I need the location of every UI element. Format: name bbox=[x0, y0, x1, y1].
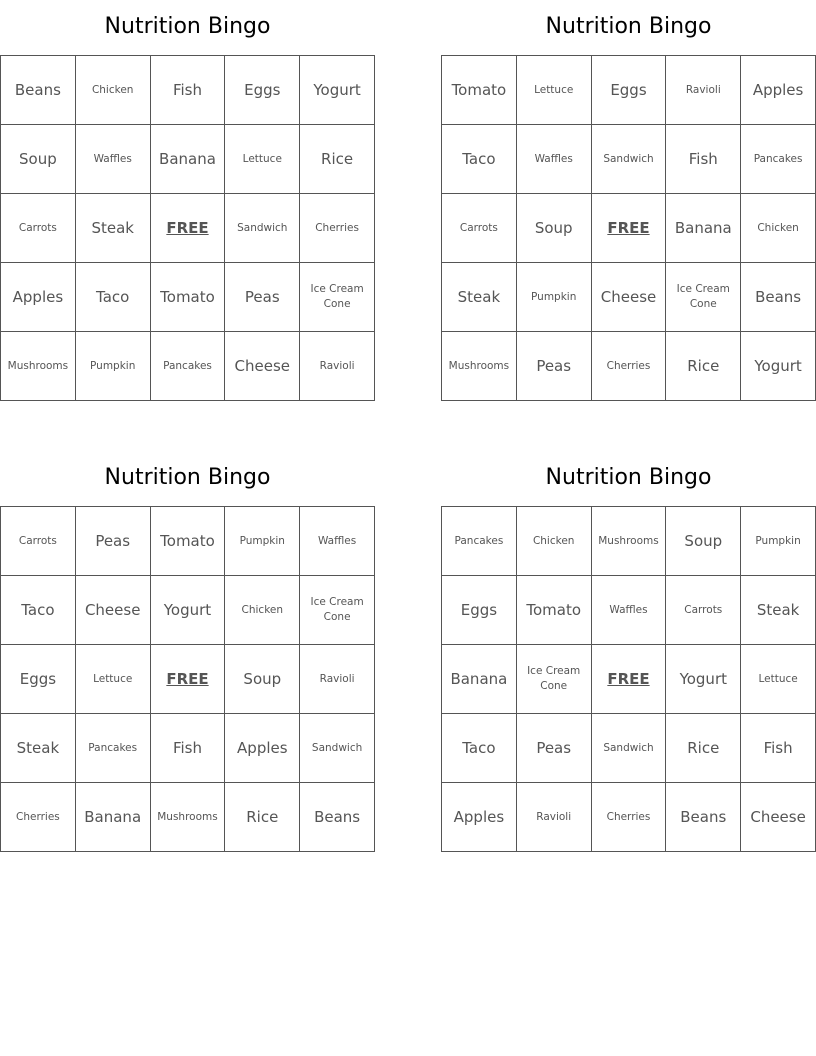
bingo-cell: Pumpkin bbox=[516, 263, 591, 332]
bingo-cell: Banana bbox=[150, 125, 225, 194]
bingo-grid bbox=[441, 55, 816, 401]
bingo-cell: Pumpkin bbox=[741, 507, 816, 576]
card-title: Nutrition Bingo bbox=[104, 14, 271, 39]
bingo-row bbox=[1, 125, 375, 194]
bingo-row bbox=[1, 576, 375, 645]
bingo-row bbox=[442, 576, 816, 645]
bingo-cell: Cheese bbox=[741, 783, 816, 852]
bingo-cell: Mushrooms bbox=[591, 507, 666, 576]
bingo-cell: Taco bbox=[1, 576, 76, 645]
bingo-cell: Tomato bbox=[516, 576, 591, 645]
bingo-cell: Cherries bbox=[591, 783, 666, 852]
bingo-cell: Ravioli bbox=[666, 56, 741, 125]
bingo-row bbox=[1, 332, 375, 401]
free-space-cell: FREE bbox=[591, 194, 666, 263]
bingo-cell: Ice Cream Cone bbox=[666, 263, 741, 332]
bingo-cell: Fish bbox=[150, 714, 225, 783]
bingo-cell: Cheese bbox=[591, 263, 666, 332]
free-space-cell: FREE bbox=[150, 194, 225, 263]
bingo-cell: Ice Cream Cone bbox=[300, 576, 375, 645]
bingo-row bbox=[442, 194, 816, 263]
bingo-cell: Ravioli bbox=[516, 783, 591, 852]
bingo-cell: Cheese bbox=[75, 576, 150, 645]
bingo-cell: Rice bbox=[666, 714, 741, 783]
bingo-cell: Fish bbox=[741, 714, 816, 783]
bingo-row bbox=[1, 507, 375, 576]
bingo-cell: Waffles bbox=[300, 507, 375, 576]
bingo-cell: Peas bbox=[225, 263, 300, 332]
bingo-cell: Beans bbox=[741, 263, 816, 332]
bingo-cell: Banana bbox=[666, 194, 741, 263]
bingo-cell: Fish bbox=[666, 125, 741, 194]
bingo-cell: Taco bbox=[75, 263, 150, 332]
bingo-cell: Pumpkin bbox=[75, 332, 150, 401]
bingo-row bbox=[1, 645, 375, 714]
bingo-cell: Rice bbox=[225, 783, 300, 852]
bingo-cell: Chicken bbox=[741, 194, 816, 263]
bingo-cell: Soup bbox=[225, 645, 300, 714]
bingo-cell: Yogurt bbox=[300, 56, 375, 125]
bingo-cell: Sandwich bbox=[591, 714, 666, 783]
bingo-cell: Banana bbox=[75, 783, 150, 852]
free-space-cell: FREE bbox=[150, 645, 225, 714]
bingo-row bbox=[1, 56, 375, 125]
bingo-cell: Chicken bbox=[75, 56, 150, 125]
bingo-row bbox=[1, 194, 375, 263]
bingo-cell: Apples bbox=[1, 263, 76, 332]
bingo-cell: Ice Cream Cone bbox=[300, 263, 375, 332]
bingo-row bbox=[1, 263, 375, 332]
bingo-cell: Cherries bbox=[591, 332, 666, 401]
bingo-cell: Tomato bbox=[442, 56, 517, 125]
bingo-cell: Mushrooms bbox=[1, 332, 76, 401]
bingo-cell: Sandwich bbox=[300, 714, 375, 783]
bingo-cell: Mushrooms bbox=[150, 783, 225, 852]
bingo-cell: Taco bbox=[442, 125, 517, 194]
bingo-cell: Yogurt bbox=[666, 645, 741, 714]
bingo-cell: Beans bbox=[666, 783, 741, 852]
bingo-cell: Peas bbox=[516, 714, 591, 783]
bingo-cell: Yogurt bbox=[150, 576, 225, 645]
bingo-row bbox=[442, 332, 816, 401]
bingo-cell: Rice bbox=[300, 125, 375, 194]
bingo-cell: Yogurt bbox=[741, 332, 816, 401]
bingo-cell: Tomato bbox=[150, 507, 225, 576]
bingo-cell: Soup bbox=[1, 125, 76, 194]
bingo-cell: Waffles bbox=[75, 125, 150, 194]
bingo-cell: Taco bbox=[442, 714, 517, 783]
card-title: Nutrition Bingo bbox=[545, 14, 712, 39]
bingo-cell: Peas bbox=[516, 332, 591, 401]
card-title: Nutrition Bingo bbox=[104, 465, 271, 490]
bingo-cell: Eggs bbox=[225, 56, 300, 125]
bingo-cell: Mushrooms bbox=[442, 332, 517, 401]
bingo-cell: Steak bbox=[741, 576, 816, 645]
bingo-row bbox=[442, 56, 816, 125]
bingo-cell: Beans bbox=[300, 783, 375, 852]
bingo-row bbox=[442, 783, 816, 852]
bingo-row bbox=[1, 783, 375, 852]
bingo-cell: Chicken bbox=[225, 576, 300, 645]
bingo-cell: Pumpkin bbox=[225, 507, 300, 576]
bingo-cell: Lettuce bbox=[225, 125, 300, 194]
bingo-cell: Apples bbox=[442, 783, 517, 852]
bingo-cell: Eggs bbox=[1, 645, 76, 714]
bingo-cell: Steak bbox=[1, 714, 76, 783]
bingo-row bbox=[442, 125, 816, 194]
bingo-cell: Pancakes bbox=[741, 125, 816, 194]
free-space-cell: FREE bbox=[591, 645, 666, 714]
bingo-cell: Carrots bbox=[442, 194, 517, 263]
bingo-cell: Soup bbox=[516, 194, 591, 263]
bingo-cell: Ravioli bbox=[300, 332, 375, 401]
bingo-cell: Sandwich bbox=[591, 125, 666, 194]
bingo-cell: Apples bbox=[225, 714, 300, 783]
bingo-cell: Cherries bbox=[1, 783, 76, 852]
bingo-grid bbox=[441, 506, 816, 852]
bingo-cell: Eggs bbox=[591, 56, 666, 125]
bingo-cell: Pancakes bbox=[442, 507, 517, 576]
bingo-cell: Lettuce bbox=[516, 56, 591, 125]
bingo-cell: Fish bbox=[150, 56, 225, 125]
bingo-cell: Sandwich bbox=[225, 194, 300, 263]
bingo-cell: Lettuce bbox=[75, 645, 150, 714]
bingo-cell: Ice Cream Cone bbox=[516, 645, 591, 714]
bingo-row bbox=[442, 645, 816, 714]
bingo-row bbox=[442, 507, 816, 576]
bingo-cell: Cheese bbox=[225, 332, 300, 401]
bingo-cell: Steak bbox=[442, 263, 517, 332]
card-title: Nutrition Bingo bbox=[545, 465, 712, 490]
bingo-cell: Waffles bbox=[591, 576, 666, 645]
bingo-row bbox=[1, 714, 375, 783]
bingo-row bbox=[442, 714, 816, 783]
bingo-grid bbox=[0, 55, 375, 401]
bingo-cell: Carrots bbox=[1, 507, 76, 576]
bingo-cell: Pancakes bbox=[75, 714, 150, 783]
bingo-cell: Carrots bbox=[666, 576, 741, 645]
bingo-cell: Waffles bbox=[516, 125, 591, 194]
bingo-cell: Cherries bbox=[300, 194, 375, 263]
bingo-cell: Peas bbox=[75, 507, 150, 576]
bingo-cell: Pancakes bbox=[150, 332, 225, 401]
bingo-cell: Steak bbox=[75, 194, 150, 263]
bingo-cell: Tomato bbox=[150, 263, 225, 332]
bingo-cell: Ravioli bbox=[300, 645, 375, 714]
bingo-row bbox=[442, 263, 816, 332]
bingo-cell: Carrots bbox=[1, 194, 76, 263]
bingo-cell: Eggs bbox=[442, 576, 517, 645]
bingo-cell: Beans bbox=[1, 56, 76, 125]
bingo-grid bbox=[0, 506, 375, 852]
bingo-cell: Lettuce bbox=[741, 645, 816, 714]
bingo-cell: Soup bbox=[666, 507, 741, 576]
bingo-cell: Banana bbox=[442, 645, 517, 714]
bingo-cell: Rice bbox=[666, 332, 741, 401]
bingo-cell: Apples bbox=[741, 56, 816, 125]
bingo-cell: Chicken bbox=[516, 507, 591, 576]
